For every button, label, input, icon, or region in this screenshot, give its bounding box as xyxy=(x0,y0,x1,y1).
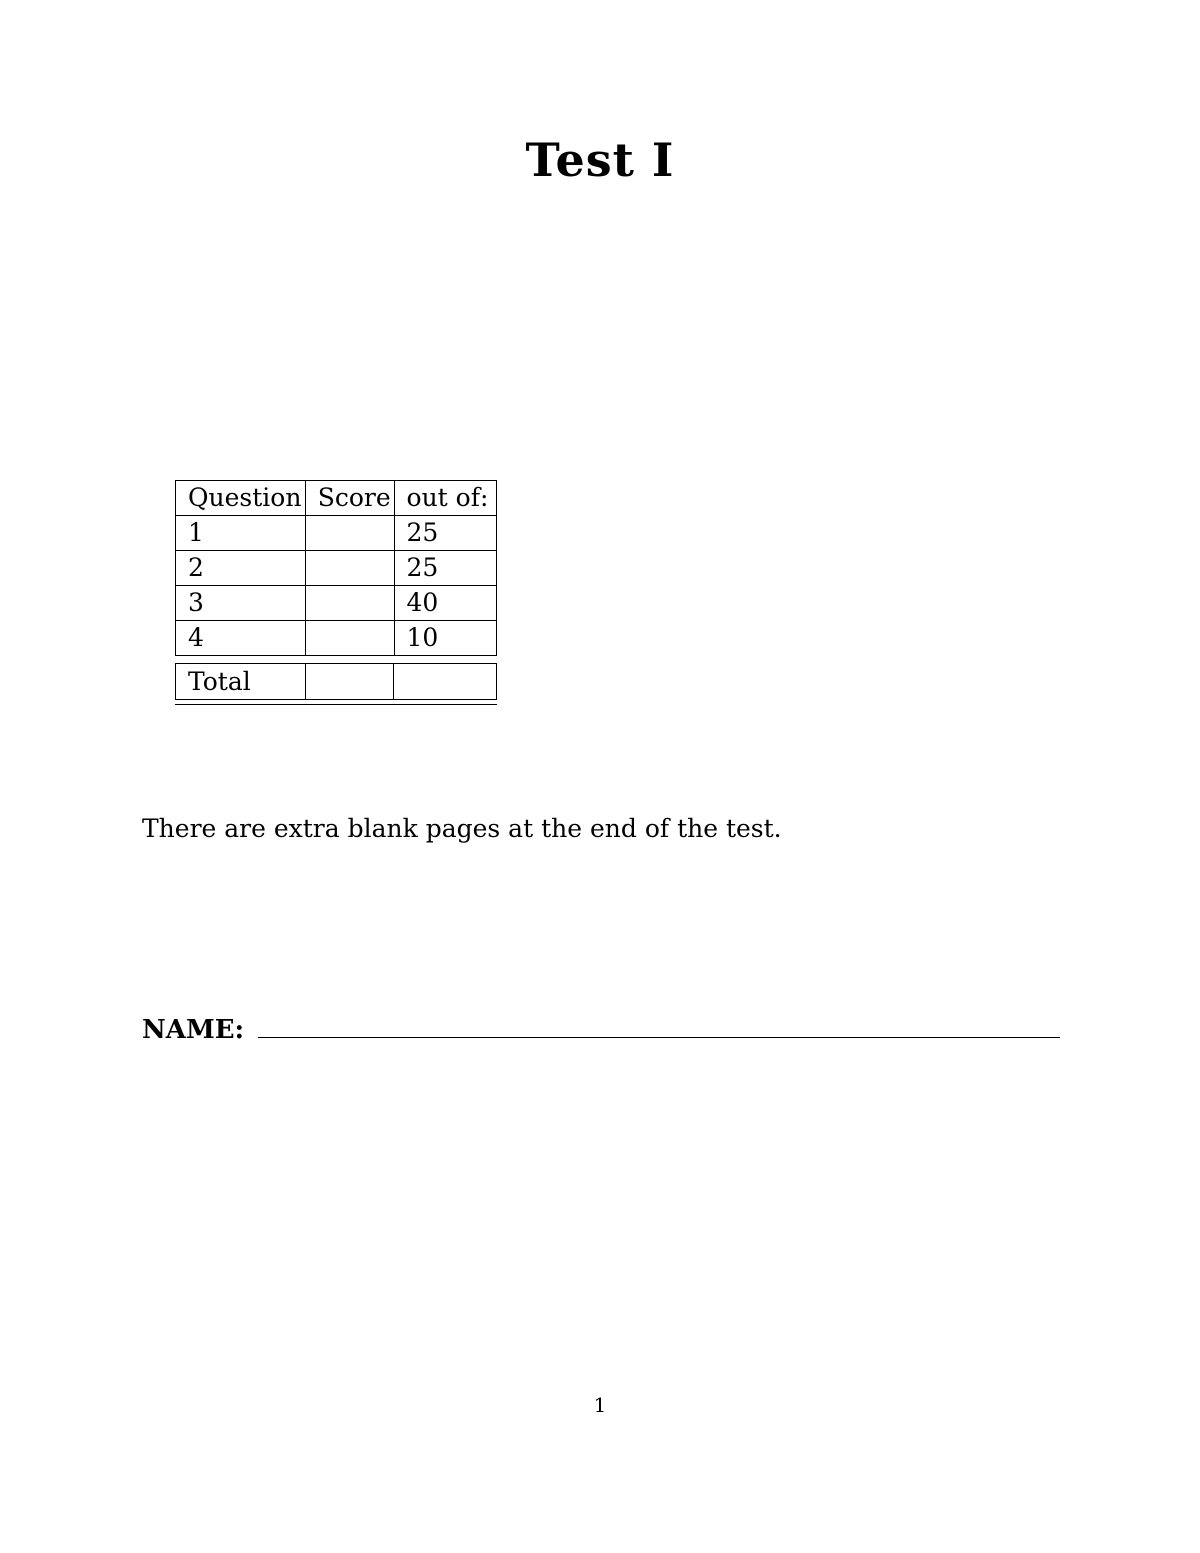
table-header-row xyxy=(176,481,497,516)
total-row xyxy=(176,664,497,700)
out-of-cell: 25 xyxy=(394,551,496,586)
score-cell[interactable] xyxy=(305,621,394,656)
out-of-cell: 25 xyxy=(394,516,496,551)
header-question: Question xyxy=(176,481,306,516)
out-of-cell: 40 xyxy=(394,586,496,621)
score-cell[interactable] xyxy=(305,586,394,621)
header-out-of: out of: xyxy=(394,481,496,516)
total-out-of-cell xyxy=(394,664,497,700)
name-input-line[interactable] xyxy=(258,1037,1060,1038)
total-double-rule xyxy=(175,704,497,705)
score-table xyxy=(175,480,497,656)
blank-pages-note: There are extra blank pages at the end of the test. xyxy=(142,814,782,843)
score-cell[interactable] xyxy=(305,551,394,586)
page-number: 1 xyxy=(593,1393,607,1417)
header-score: Score xyxy=(305,481,394,516)
question-number-cell: 2 xyxy=(176,551,306,586)
table-row xyxy=(176,516,497,551)
table-row xyxy=(176,621,497,656)
total-table xyxy=(175,663,497,700)
out-of-cell: 10 xyxy=(394,621,496,656)
total-label-cell: Total xyxy=(176,664,306,700)
total-score-cell[interactable] xyxy=(305,664,394,700)
question-number-cell: 4 xyxy=(176,621,306,656)
question-number-cell: 1 xyxy=(176,516,306,551)
table-row xyxy=(176,586,497,621)
table-row xyxy=(176,551,497,586)
score-cell[interactable] xyxy=(305,516,394,551)
name-label: NAME: xyxy=(142,1015,245,1045)
question-number-cell: 3 xyxy=(176,586,306,621)
test-title: Test I xyxy=(525,133,675,187)
